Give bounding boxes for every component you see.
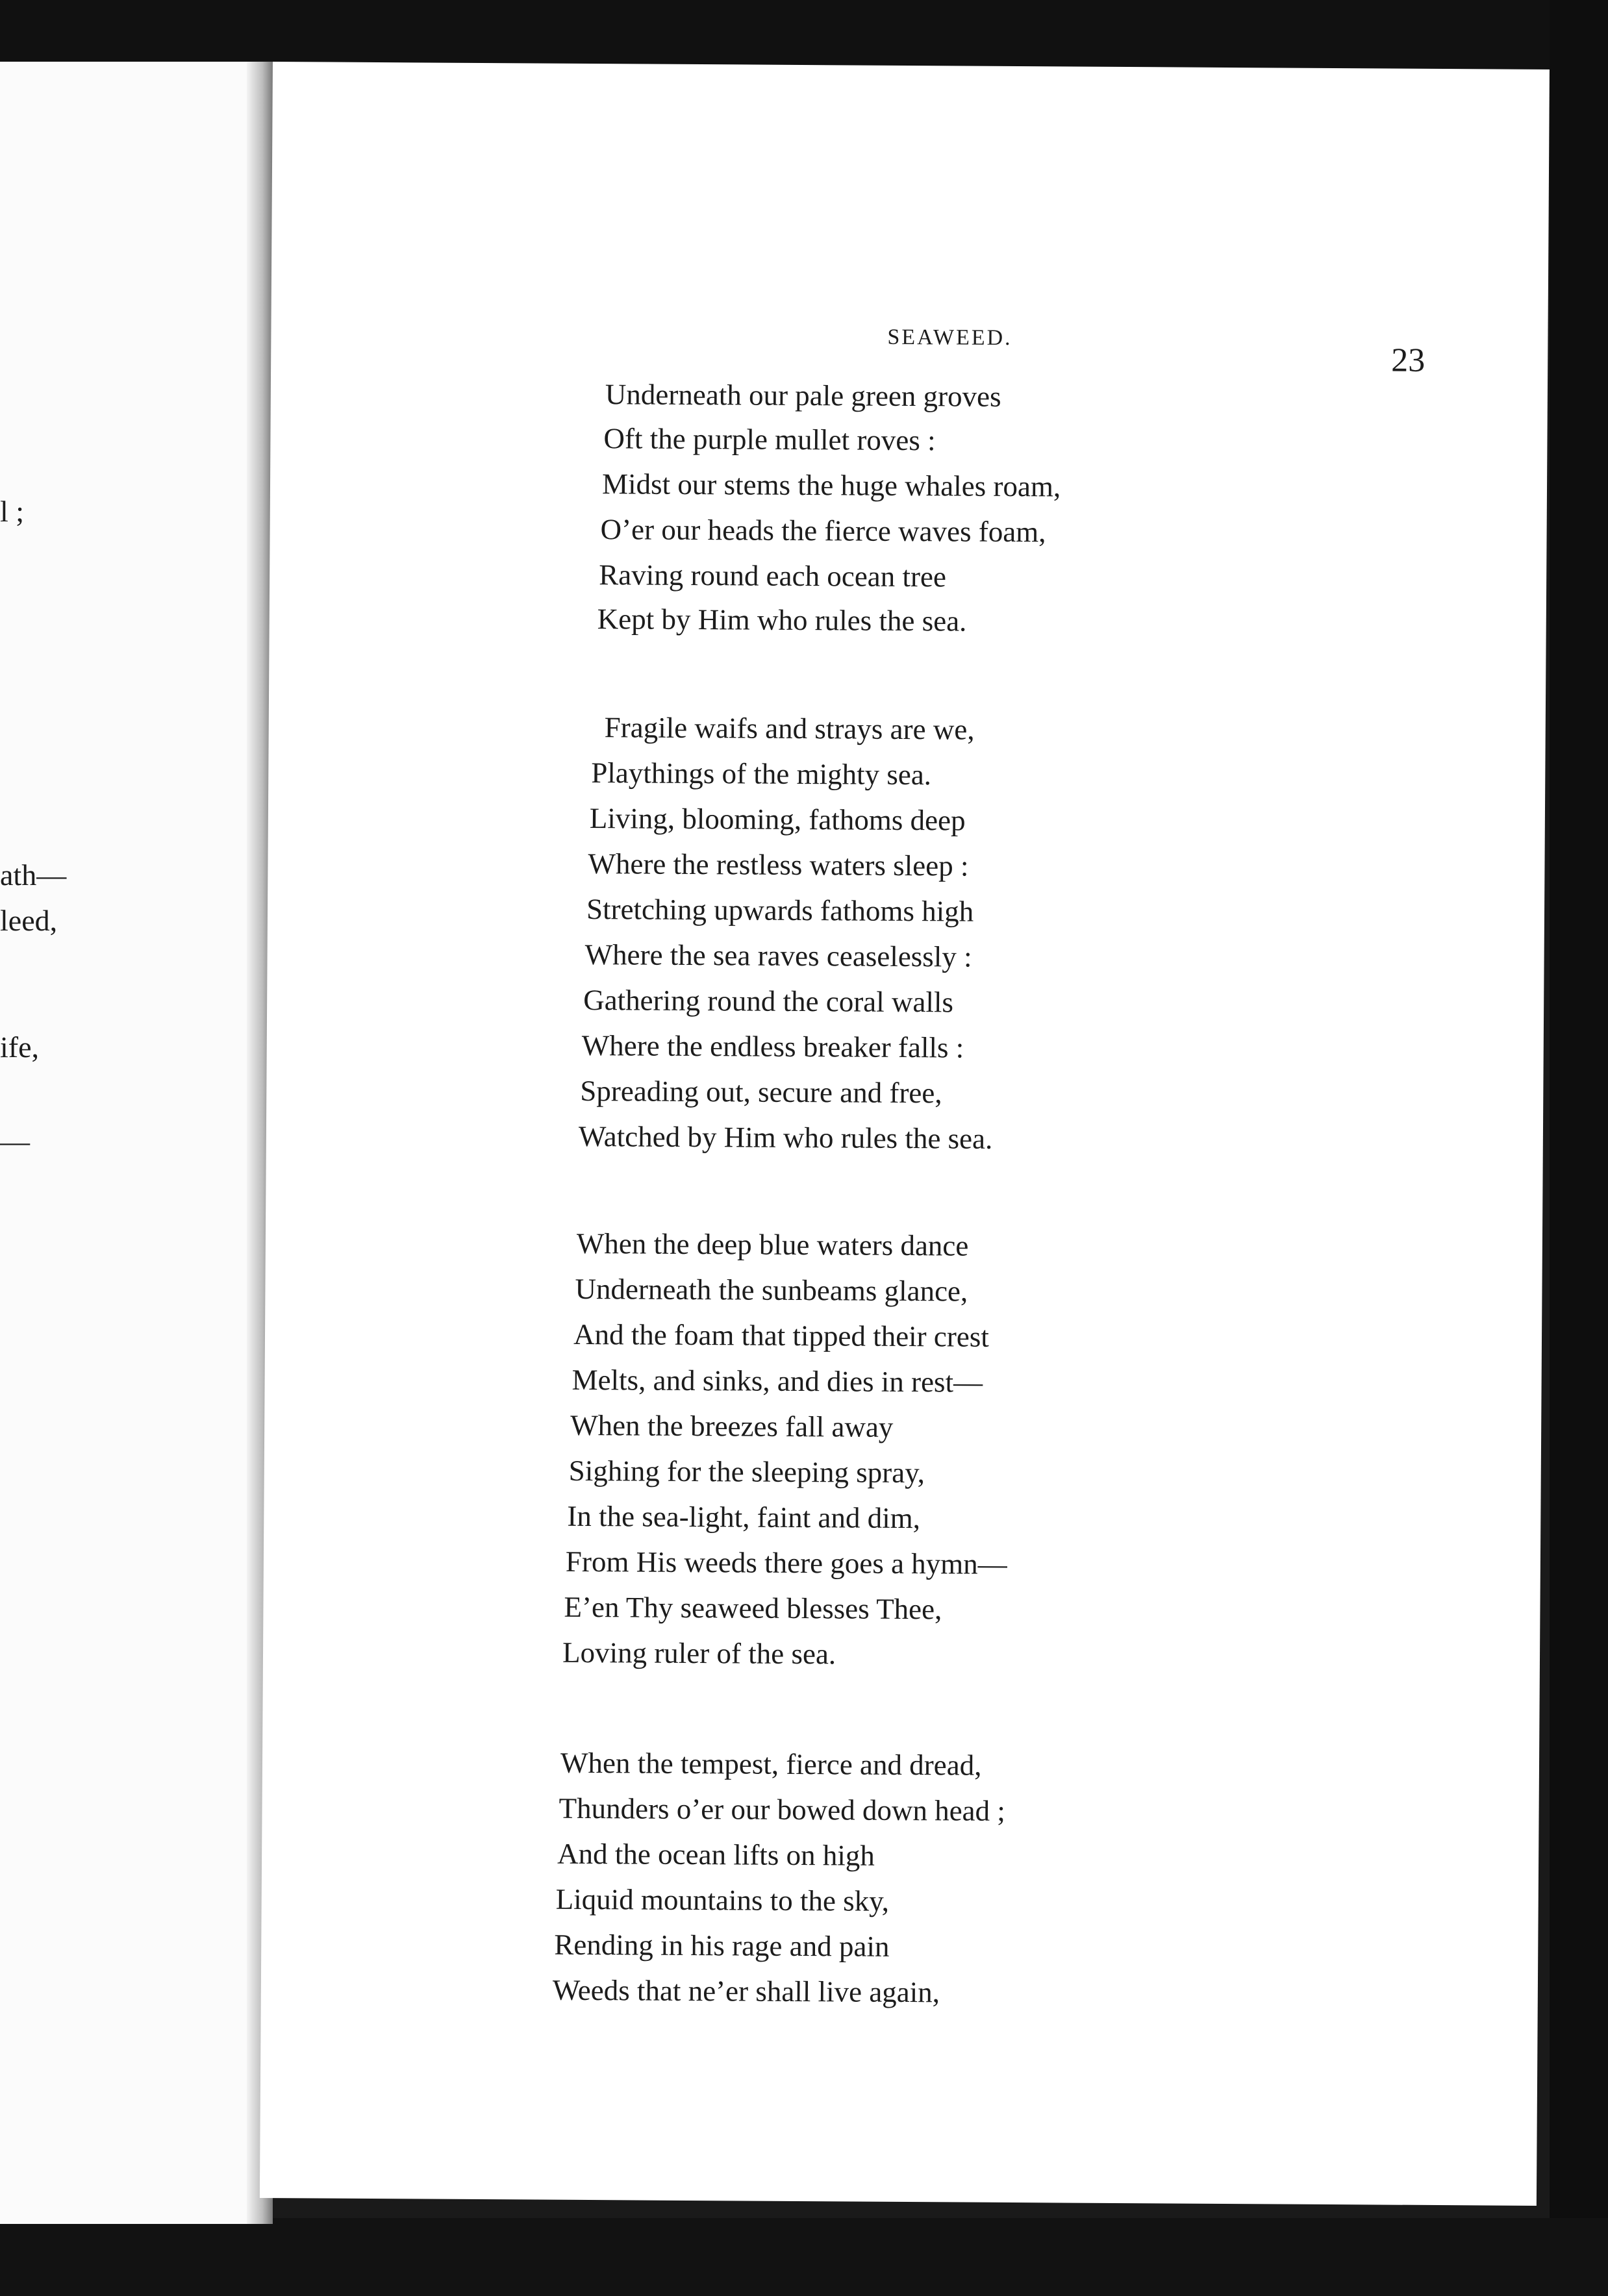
verse-line: Melts, and sinks, and dies in rest— [572, 1363, 983, 1399]
verse-line: Spreading out, secure and free, [580, 1074, 942, 1110]
left-page-fragment: — [0, 1125, 30, 1158]
verse-line: Stretching upwards fathoms high [586, 892, 974, 928]
verse-line: E’en Thy seaweed blesses Thee, [564, 1590, 942, 1626]
left-page-fragment: leed, [0, 904, 58, 937]
scan-border-right [1550, 0, 1608, 2296]
verse-line: And the ocean lifts on high [557, 1837, 875, 1872]
verse-line: Oft the purple mullet roves : [603, 422, 936, 457]
verse-line: Thunders o’er our bowed down head ; [559, 1791, 1006, 1827]
verse-line: Where the endless breaker falls : [581, 1029, 964, 1064]
verse-line: Playthings of the mighty sea. [591, 756, 932, 792]
verse-line: Rending in his rage and pain [554, 1928, 890, 1963]
verse-line: Kept by Him who rules the sea. [597, 603, 967, 638]
verse-line: Where the sea raves ceaselessly : [584, 938, 972, 973]
verse-line: Watched by Him who rules the sea. [578, 1119, 993, 1155]
right-page [260, 62, 1550, 2206]
verse-line: Gathering round the coral walls [583, 983, 954, 1019]
scan-border-bottom [0, 2218, 1608, 2296]
verse-line: Loving ruler of the sea. [562, 1636, 836, 1671]
verse-line: Sighing for the sleeping spray, [568, 1454, 925, 1490]
verse-line: Midst our stems the huge whales roam, [601, 468, 1061, 503]
left-page-fragment: ath— [0, 858, 67, 892]
left-page-fragment: ife, [0, 1030, 40, 1064]
left-facing-page [0, 62, 273, 2224]
page-number: 23 [1391, 342, 1426, 379]
verse-line: Where the restless waters sleep : [588, 847, 969, 882]
verse-line: Underneath our pale green groves [605, 378, 1001, 413]
verse-line: When the breezes fall away [570, 1408, 894, 1443]
verse-line: When the tempest, fierce and dread, [560, 1746, 982, 1782]
verse-line: Fragile waifs and strays are we, [604, 711, 975, 746]
left-page-fragment: l ; [0, 495, 25, 528]
verse-line: O’er our heads the fierce waves foam, [600, 513, 1046, 549]
verse-line: And the foam that tipped their crest [573, 1317, 989, 1353]
running-head: SEAWEED. [887, 325, 1012, 350]
verse-line: Liquid mountains to the sky, [555, 1882, 890, 1917]
verse-line: In the sea-light, faint and dim, [567, 1499, 921, 1535]
verse-line: Living, blooming, fathoms deep [589, 802, 966, 837]
verse-line: Underneath the sunbeams glance, [575, 1272, 968, 1308]
verse-line: From His weeds there goes a hymn— [565, 1545, 1007, 1580]
verse-line: Raving round each ocean tree [599, 558, 947, 593]
verse-line: Weeds that ne’er shall live again, [552, 1973, 940, 2009]
verse-line: When the deep blue waters dance [576, 1227, 969, 1262]
